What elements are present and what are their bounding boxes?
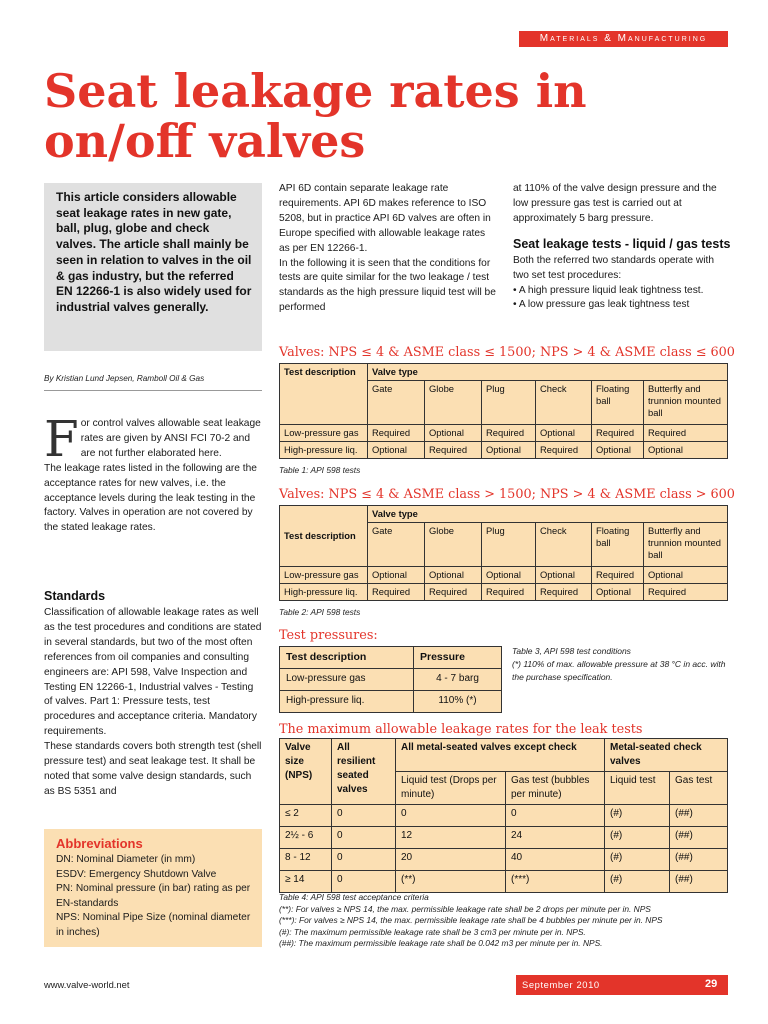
table3-title: Test pressures: xyxy=(279,628,378,643)
table-cell: Globe xyxy=(425,523,482,567)
abbreviation-item: DN: Nominal Diameter (in mm) xyxy=(56,854,196,865)
table-row xyxy=(280,849,728,871)
table-row xyxy=(280,691,502,713)
byline: By Kristian Lund Jepsen, Ramboll Oil & Gas xyxy=(44,374,205,383)
table-cell: Optional xyxy=(482,567,536,584)
table-cell: Optional xyxy=(592,442,644,459)
table-cell: Plug xyxy=(482,523,536,567)
table-cell: Optional xyxy=(592,584,644,601)
table-row xyxy=(280,669,502,691)
column-2 xyxy=(279,182,497,316)
table-cell: (#) xyxy=(605,805,670,827)
table-cell: Low-pressure gas xyxy=(280,425,368,442)
table-cell: 20 xyxy=(396,849,506,871)
table-cell: Optional xyxy=(368,567,425,584)
table-header: Test description xyxy=(280,647,414,669)
table-cell: Floating ball xyxy=(592,381,644,425)
table4-title: The maximum allowable leakage rates for the leak tests xyxy=(279,722,643,737)
table1-title: Valves: NPS ≤ 4 & ASME class ≤ 1500; NPS > 4 & ASME class ≤ 600 xyxy=(279,345,735,360)
table1-caption: Table 1: API 598 tests xyxy=(279,465,361,475)
table-cell: Required xyxy=(644,425,728,442)
table-cell: Gas test (bubbles per minute) xyxy=(506,772,605,805)
page-number: 29 xyxy=(705,978,718,990)
footer-url[interactable]: www.valve-world.net xyxy=(44,979,130,990)
table-row xyxy=(280,584,728,601)
table-cell: Optional xyxy=(536,425,592,442)
table2-caption: Table 2: API 598 tests xyxy=(279,607,361,617)
table4-notes xyxy=(279,892,739,950)
standards-heading: Standards xyxy=(44,589,106,603)
table-cell: Required xyxy=(536,442,592,459)
table-cell: (#) xyxy=(605,827,670,849)
table-cell: Floating ball xyxy=(592,523,644,567)
table3 xyxy=(279,646,502,713)
table-cell: Optional xyxy=(536,567,592,584)
col3-text-2: Both the referred two standards operate with two set test procedures: xyxy=(513,254,715,281)
abbreviation-item: ESDV: Emergency Shutdown Valve xyxy=(56,868,217,880)
table-cell: 0 xyxy=(506,805,605,827)
table-header: Valve type xyxy=(368,506,728,523)
column-1 xyxy=(44,410,262,536)
table-cell: 0 xyxy=(332,805,396,827)
footer-date: September 2010 xyxy=(522,979,600,990)
section-label: Materials & Manufacturing xyxy=(519,31,728,47)
table-row xyxy=(280,827,728,849)
table-cell: Globe xyxy=(425,381,482,425)
table-cell: Low-pressure gas xyxy=(280,567,368,584)
table3-note xyxy=(512,645,737,684)
table-row xyxy=(280,567,728,584)
table-cell: (##) xyxy=(670,805,728,827)
table-cell: 40 xyxy=(506,849,605,871)
table2-title: Valves: NPS ≤ 4 & ASME class > 1500; NPS > 4 & ASME class > 600 xyxy=(279,487,735,502)
table-cell: 8 - 12 xyxy=(280,849,332,871)
table-cell: Required xyxy=(425,584,482,601)
standards-text: Classification of allowable leakage rates as well as the test procedures and conditions are stated in several standards, but two of the most often references from oil companies and consulting engineers are: API 598, Valve Inspection and Testing EN 12266-1, Industrial valves - Testing of valves. Part 1: Pressure tests, test procedures and acceptance criteria. Mandatory requirements. xyxy=(44,607,262,738)
table1 xyxy=(279,363,728,459)
col3-text: at 110% of the valve design pressure and the low pressure gas test is carried out at approximately 5 barg pressure. xyxy=(513,183,717,224)
table-cell: High-pressure liq. xyxy=(280,442,368,459)
table-cell: Check xyxy=(536,523,592,567)
table3-note-2: (*) 110% of max. allowable pressure at 38 °C in acc. with the purchase specification. xyxy=(512,659,726,682)
table-cell: (##) xyxy=(670,827,728,849)
table-header: Valve type xyxy=(368,364,728,381)
table-cell: (##) xyxy=(670,871,728,893)
abbreviations-title: Abbreviations xyxy=(56,836,143,851)
table-cell: Optional xyxy=(482,442,536,459)
table-cell: 110% (*) xyxy=(414,691,502,713)
table-header: Metal-seated check valves xyxy=(605,739,728,772)
table-cell: Required xyxy=(644,584,728,601)
table-cell: ≤ 2 xyxy=(280,805,332,827)
table-cell: Optional xyxy=(644,567,728,584)
table-cell: Gate xyxy=(368,381,425,425)
table-cell: 4 - 7 barg xyxy=(414,669,502,691)
table4-note: (##): The maximum permissible leakage rate shall be 0.042 m3 per minute per in. NPS. xyxy=(279,938,603,949)
article-title: Seat leakage rates in on/off valves xyxy=(44,64,587,168)
table-row xyxy=(280,425,728,442)
col2-text: API 6D contain separate leakage rate requirements. API 6D makes reference to ISO 5208, but in practice API 6D valves are often in Europe specified with allowable leakage rates as per EN 12266-1. xyxy=(279,183,491,254)
table-cell: Gas test xyxy=(670,772,728,805)
table-header: Test description xyxy=(280,364,368,425)
paragraph-1: or control valves allowable seat leakage rates are given by ANSI FCI 70-2 and are not further elaborated here. xyxy=(80,418,261,459)
table-cell: Liquid test (Drops per minute) xyxy=(396,772,506,805)
table-cell: Check xyxy=(536,381,592,425)
table-cell: ≥ 14 xyxy=(280,871,332,893)
table2 xyxy=(279,505,728,601)
table-cell: Required xyxy=(536,584,592,601)
table4-note: (**): For valves ≥ NPS 14, the max. permissible leakage rate shall be 2 drops per minute per in. NPS xyxy=(279,903,651,914)
table-header: Test description xyxy=(280,506,368,567)
table-cell: Required xyxy=(425,442,482,459)
table4-note: (#): The maximum permissible leakage rate shall be 3 cm3 per minute per in. NPS. xyxy=(279,926,586,937)
table-cell: Required xyxy=(368,425,425,442)
table-cell: 24 xyxy=(506,827,605,849)
table-header: All metal-seated valves except check xyxy=(396,739,605,772)
table-cell: (##) xyxy=(670,849,728,871)
table3-note-1: Table 3, API 598 test conditions xyxy=(512,646,631,656)
standards-text-block xyxy=(44,606,262,800)
table-cell: (**) xyxy=(396,871,506,893)
table-cell: Butterfly and trunnion mounted ball xyxy=(644,381,728,425)
standards-text-2: These standards covers both strength test (shell pressure test) and seat leakage test. It shall be noted that some valve design standards, such as BS 5351 and xyxy=(44,741,262,797)
table-cell: (***) xyxy=(506,871,605,893)
paragraph-2: The leakage rates listed in the following are the acceptance rates for new valves, i.e. the acceptance levels during the leak testing in the factory. Valves in operation are not covered by the stated leakage rates. xyxy=(44,462,257,534)
table4 xyxy=(279,738,728,893)
table-cell: Optional xyxy=(368,442,425,459)
abbreviations-box xyxy=(44,829,262,947)
col2-text-2: In the following it is seen that the conditions for tests are quite similar for the two leakage / test standards as the high pressure liquid test will be performed xyxy=(279,257,496,314)
table-cell: (#) xyxy=(605,849,670,871)
table-cell: Optional xyxy=(425,567,482,584)
table-cell: Optional xyxy=(425,425,482,442)
table-header: All resilient seated valves xyxy=(332,739,396,805)
table-row xyxy=(280,442,728,459)
table-cell: 0 xyxy=(332,827,396,849)
table-header: Valve size (NPS) xyxy=(280,739,332,805)
table-cell: Plug xyxy=(482,381,536,425)
table-cell: Optional xyxy=(644,442,728,459)
intro-box: This article considers allowable seat leakage rates in new gate, ball, plug, globe and check valves. The article shall mainly be seen in relation to valves in the oil & gas industry, but the referred EN 12266-1 is also widely used for industrial valves generally. xyxy=(44,183,262,351)
seat-leakage-heading: Seat leakage tests - liquid / gas tests xyxy=(513,236,731,251)
table-cell: High-pressure liq. xyxy=(280,584,368,601)
table-cell: Required xyxy=(482,584,536,601)
abbreviation-item: PN: Nominal pressure (in bar) rating as per EN-standards xyxy=(56,883,251,909)
table-cell: (#) xyxy=(605,871,670,893)
table-header: Pressure xyxy=(414,647,502,669)
table-cell: Liquid test xyxy=(605,772,670,805)
table-cell: Butterfly and trunnion mounted ball xyxy=(644,523,728,567)
table-cell: Low-pressure gas xyxy=(280,669,414,691)
table-cell: Required xyxy=(482,425,536,442)
table-cell: Gate xyxy=(368,523,425,567)
table-cell: 0 xyxy=(332,871,396,893)
table-row xyxy=(280,871,728,893)
table-cell: High-pressure liq. xyxy=(280,691,414,713)
table-cell: Required xyxy=(368,584,425,601)
column-3 xyxy=(513,182,731,313)
table-cell: 0 xyxy=(332,849,396,871)
drop-cap: F xyxy=(44,410,79,468)
table-cell: Required xyxy=(592,425,644,442)
table-row xyxy=(280,805,728,827)
table-cell: 2½ - 6 xyxy=(280,827,332,849)
table-cell: 0 xyxy=(396,805,506,827)
bullet-item: • A high pressure liquid leak tightness test. xyxy=(513,284,704,296)
byline-rule xyxy=(44,390,262,391)
table-cell: Required xyxy=(592,567,644,584)
bullet-item: • A low pressure gas leak tightness test xyxy=(513,299,690,311)
table4-note: (***): For valves ≥ NPS 14, the max. permissible leakage rate shall be 4 bubbles per minute per in. NPS xyxy=(279,915,663,926)
table4-note: Table 4: API 598 test acceptance criteria xyxy=(279,892,429,902)
abbreviation-item: NPS: Nominal Pipe Size (nominal diameter in inches) xyxy=(56,912,251,938)
table-cell: 12 xyxy=(396,827,506,849)
